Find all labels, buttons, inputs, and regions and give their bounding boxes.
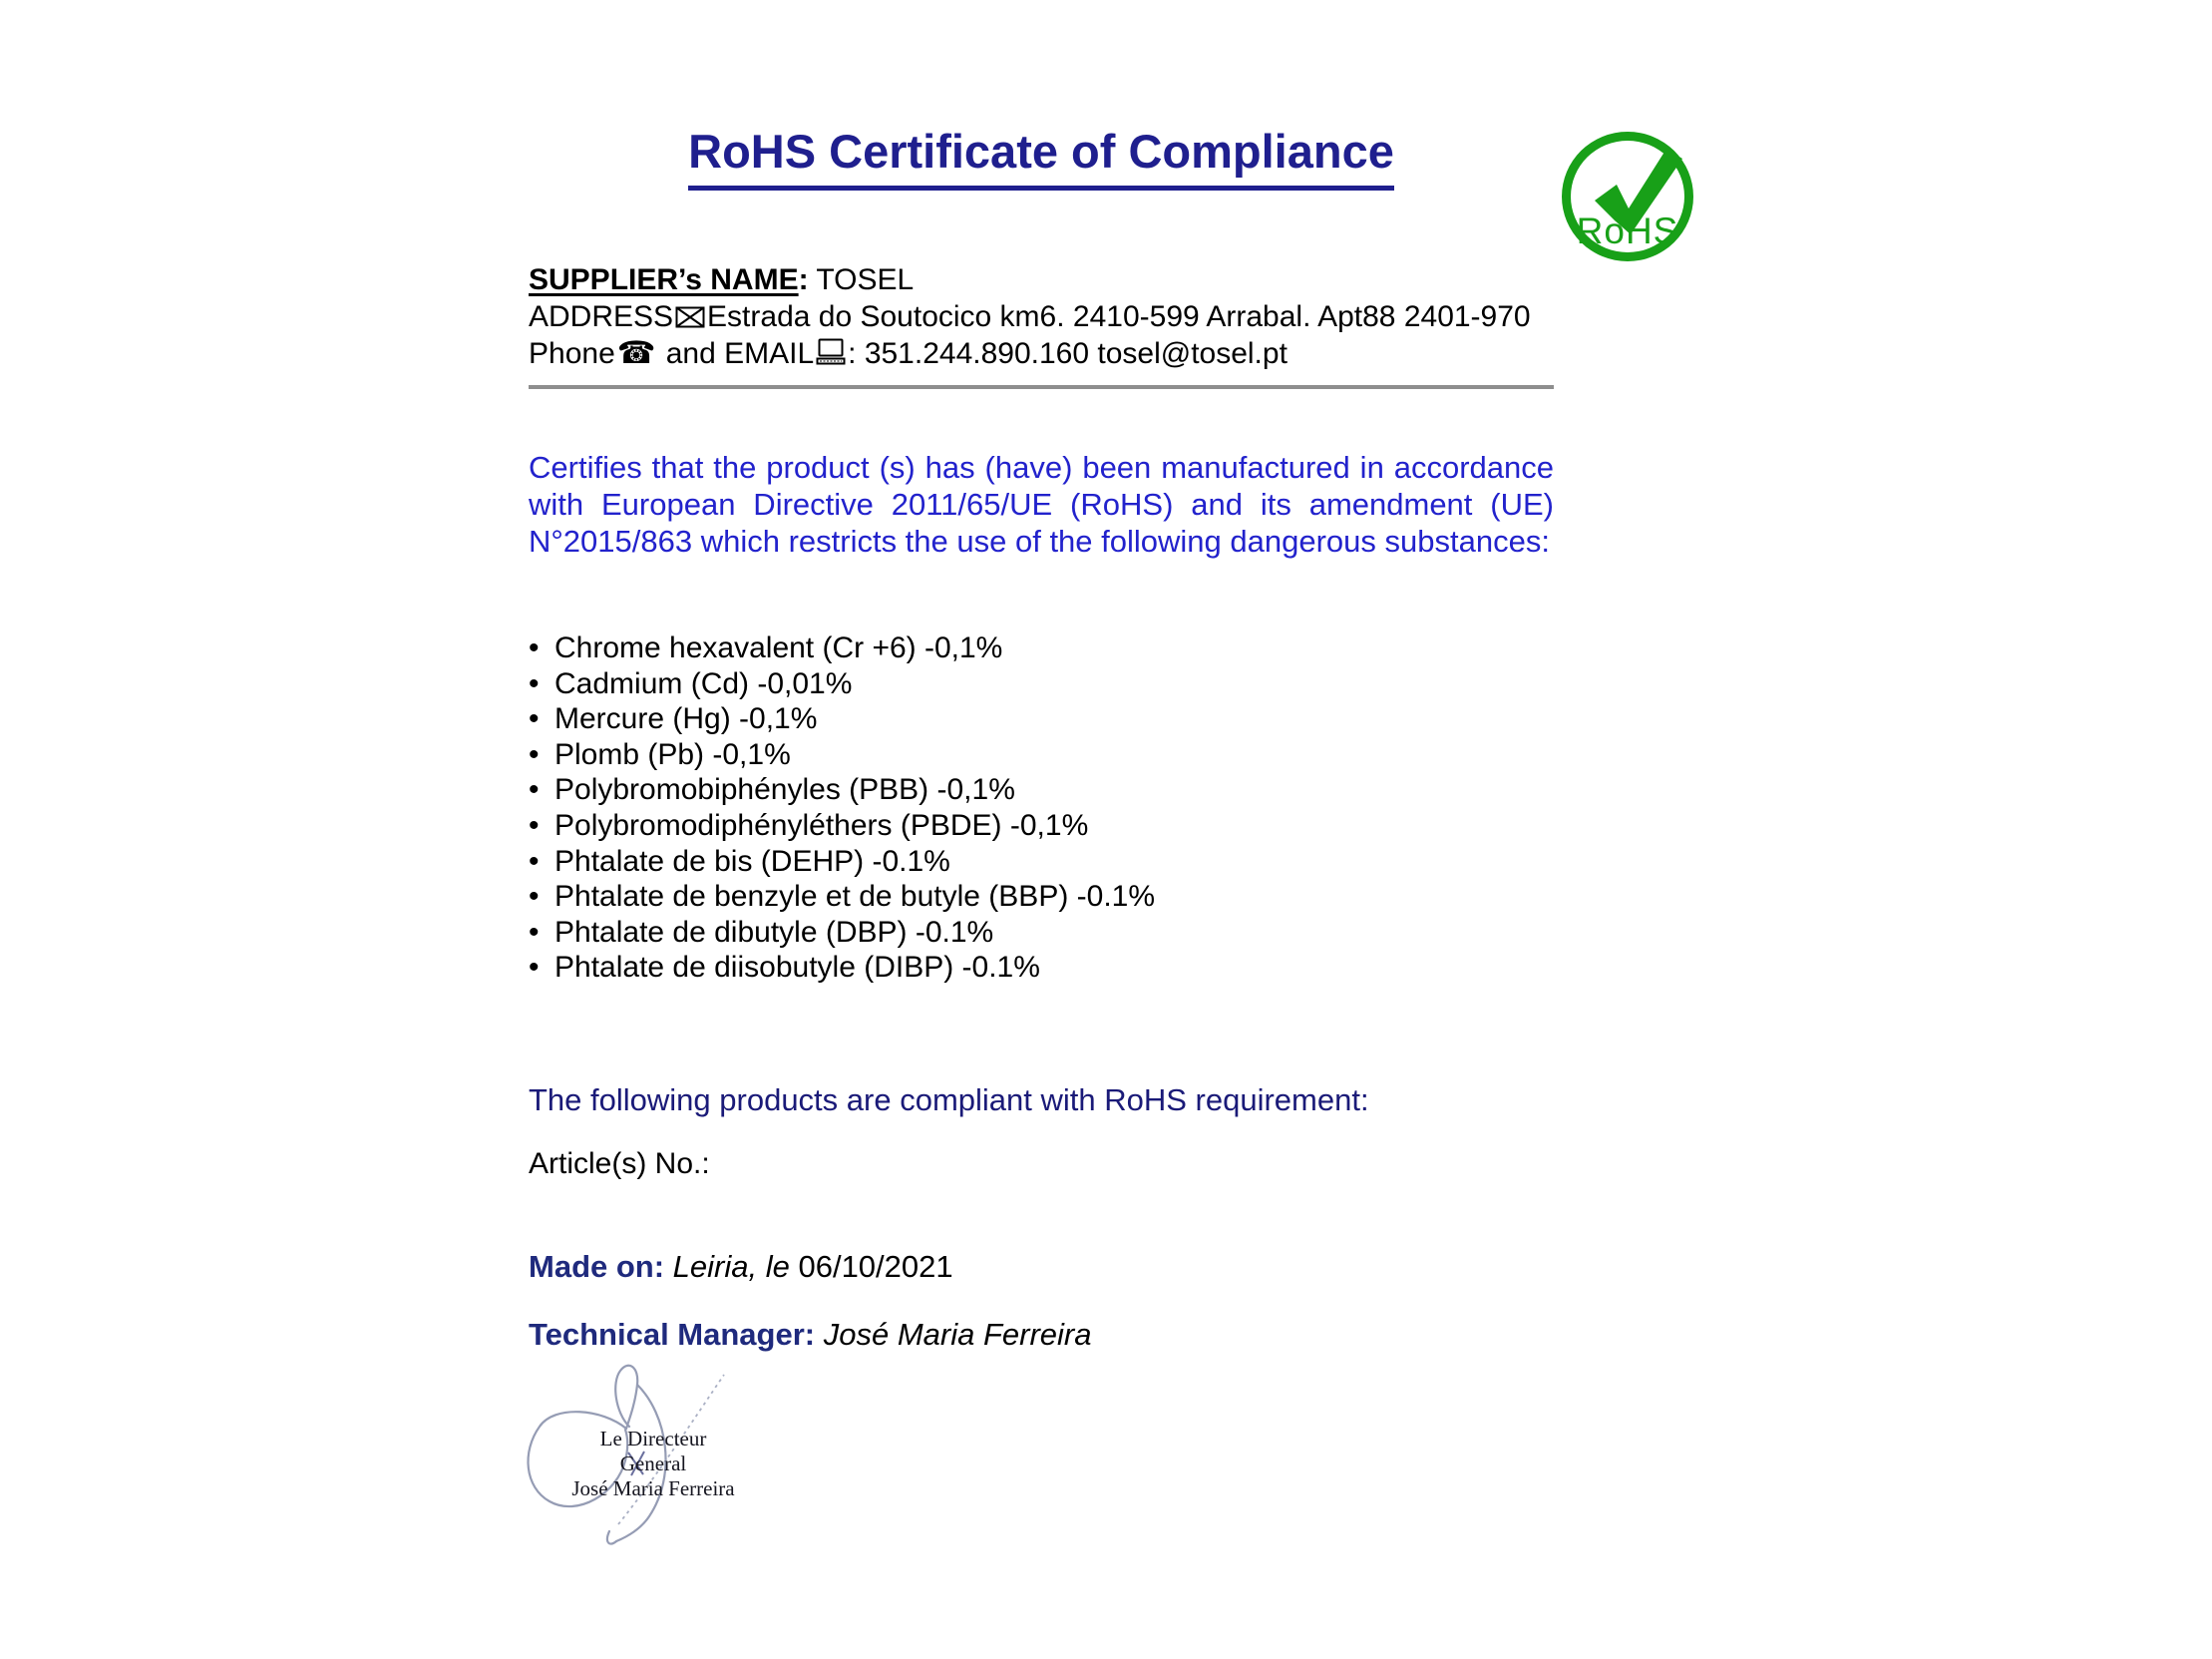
address-value: Estrada do Soutocico km6. 2410-599 Arrabal. Apt88 2401-970 [707,300,1531,333]
phone-label: Phone [529,337,615,370]
supplier-name-colon: : [798,263,809,296]
address-label: ADDRESS [529,300,674,333]
made-on-date: 06/10/2021 [798,1249,953,1284]
stamp-line1: Le Directeur General [599,1427,707,1475]
page-title-text: RoHS Certificate of Compliance [688,124,1394,191]
computer-icon [816,338,846,365]
substance-item: • Polybromodiphényléthers (PBDE) -0,1% [527,808,1554,844]
article-number-label: Article(s) No.: [529,1147,710,1180]
substance-item: • Phtalate de dibutyle (DBP) -0.1% [527,915,1554,951]
compliance-statement: The following products are compliant with RoHS requirement: [529,1082,1369,1117]
substance-item: • Mercure (Hg) -0,1% [527,701,1554,737]
supplier-block [529,261,1566,372]
signature-stamp [568,1427,738,1501]
signature [499,1355,798,1564]
substance-item: • Chrome hexavalent (Cr +6) -0,1% [527,630,1554,666]
supplier-name-line [529,261,1566,298]
page-title [529,124,1554,191]
substances-list [527,630,1554,986]
stamp-line2: José Maria Ferreira [571,1476,735,1500]
substance-item: • Cadmium (Cd) -0,01% [527,666,1554,702]
technical-manager-label: Technical Manager: [529,1317,816,1352]
substance-item: • Phtalate de benzyle et de butyle (BBP) -0.1% [527,879,1554,915]
made-on-label: Made on: [529,1249,665,1284]
supplier-name-value: TOSEL [808,263,915,296]
divider-rule [529,385,1554,389]
supplier-name-label: SUPPLIER’s NAME [529,263,799,296]
supplier-address-line [529,298,1566,335]
rohs-logo-label: RoHS [1576,210,1679,251]
contact-value: 351.244.890.160 tosel@tosel.pt [864,337,1288,370]
substance-item: • Plomb (Pb) -0,1% [527,737,1554,773]
rohs-logo [1562,132,1693,261]
made-on-place: Leiria, le [664,1249,799,1284]
certification-paragraph: Certifies that the product (s) has (have) been manufactured in accordance with European Directive 2011/65/UE (RoHS) and its amendment (UE) N°2015/863 which restricts the use of the following dangerous substances: [529,450,1554,559]
phone-icon: ☎ [616,335,656,371]
technical-manager-value: José Maria Ferreira [815,1317,1092,1352]
made-on-line [529,1249,1554,1285]
substance-item: • Phtalate de diisobutyle (DIBP) -0.1% [527,950,1554,986]
supplier-contact-line [529,335,1566,372]
technical-manager-line [529,1317,1554,1353]
substance-item: • Polybromobiphényles (PBB) -0,1% [527,772,1554,808]
email-label: and EMAIL [657,337,815,370]
substance-item: • Phtalate de bis (DEHP) -0.1% [527,844,1554,880]
envelope-icon [675,306,705,328]
contact-sep: : [848,337,865,370]
